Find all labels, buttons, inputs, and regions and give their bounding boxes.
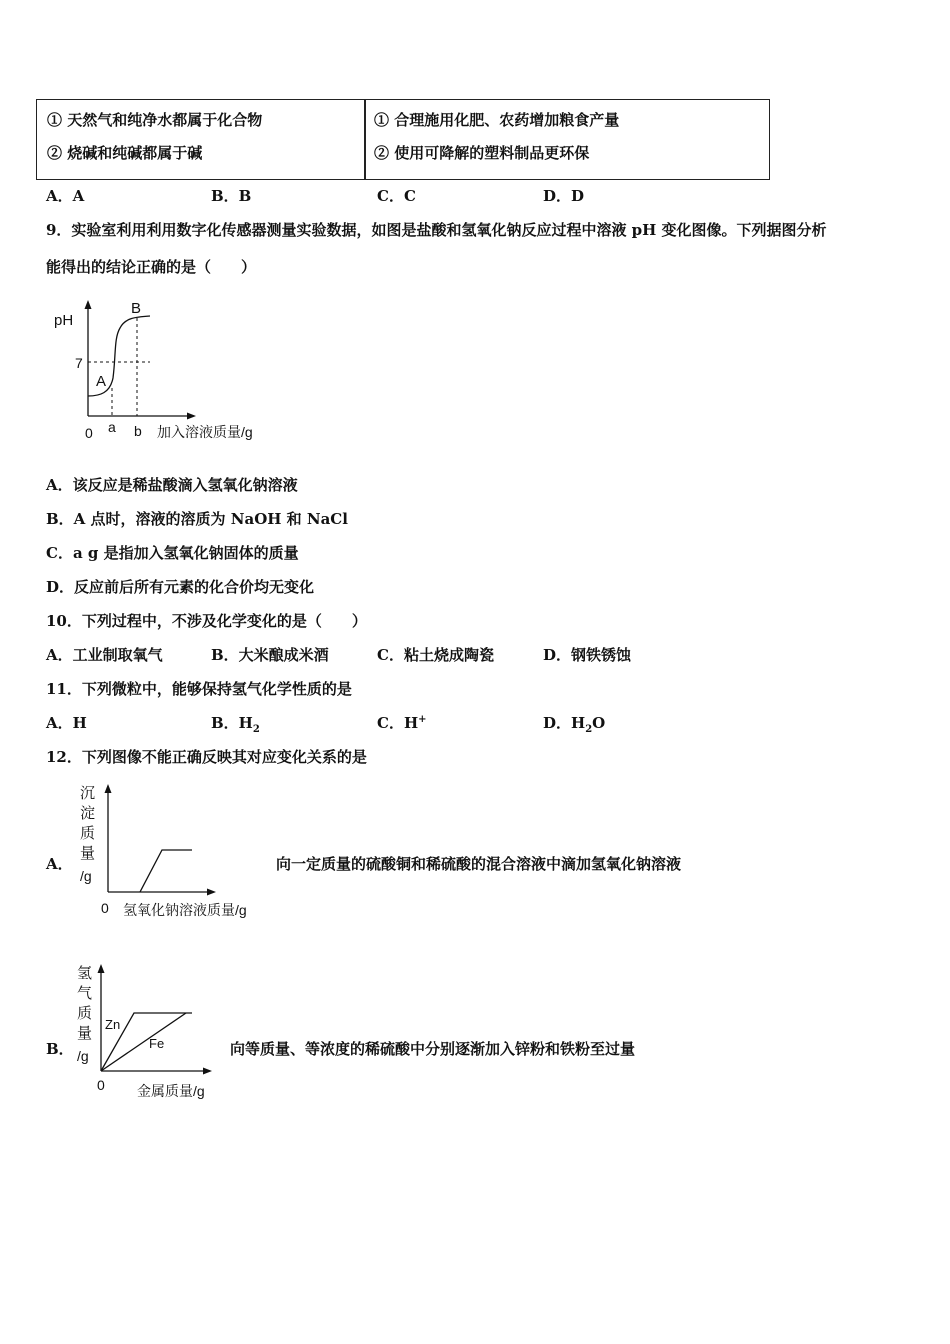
q12b-y-char-4: 量 xyxy=(77,1025,93,1042)
q11-stem: 11．下列微粒中，能够保持氢气化学性质的是 xyxy=(46,680,352,698)
q10-option-d[interactable]: D．钢铁锈蚀 xyxy=(543,646,632,664)
q10-stem: 10．下列过程中，不涉及化学变化的是（ ） xyxy=(46,612,367,630)
q12-stem: 12．下列图像不能正确反映其对应变化关系的是 xyxy=(46,748,367,766)
q12a-y-char-1: 沉 xyxy=(80,785,96,802)
q9-y-label: pH xyxy=(54,312,74,329)
q12a-y-char-3: 质 xyxy=(80,825,96,842)
q9-origin-label: 0 xyxy=(85,425,93,441)
q10-option-b[interactable]: B．大米酿成米酒 xyxy=(211,646,329,664)
q12b-y-unit: /g xyxy=(77,1048,89,1064)
q9-point-b-label: B xyxy=(131,300,142,317)
table-right-line-1: ① 合理施用化肥、农药增加粮食产量 xyxy=(374,111,620,129)
q12-option-a-desc: 向一定质量的硫酸铜和稀硫酸的混合溶液中滴加氢氧化钠溶液 xyxy=(276,855,682,873)
q12a-y-char-2: 淀 xyxy=(80,805,96,822)
q8-option-c[interactable]: C．C xyxy=(377,187,416,205)
q9-option-d[interactable]: D．反应前后所有元素的化合价均无变化 xyxy=(46,578,315,596)
q12b-origin: 0 xyxy=(97,1077,105,1093)
q9-option-c[interactable]: C．a g 是指加入氢氧化钠固体的质量 xyxy=(46,544,299,562)
q12-option-b-desc: 向等质量、等浓度的稀硫酸中分别逐渐加入锌粉和铁粉至过量 xyxy=(230,1040,636,1058)
q9-option-b[interactable]: B．A 点时，溶液的溶质为 NaOH 和 NaCl xyxy=(46,510,348,528)
q9-point-a-label: A xyxy=(96,373,107,390)
q12-option-b-label[interactable]: B． xyxy=(46,1040,74,1058)
q10-option-a[interactable]: A．工业制取氧气 xyxy=(46,646,163,664)
q12b-y-char-1: 氢 xyxy=(77,965,93,982)
q11-option-c-sup: + xyxy=(418,714,427,725)
q12a-x-label: 氢氧化钠溶液质量/g xyxy=(123,902,247,918)
q11-option-a[interactable]: A．H xyxy=(46,714,87,732)
q12b-y-char-3: 质 xyxy=(77,1005,93,1022)
q12b-zn-label: Zn xyxy=(105,1017,121,1032)
q8-option-b[interactable]: B．B xyxy=(211,187,252,205)
q12a-origin: 0 xyxy=(101,900,109,916)
q9-stem-line-2: 能得出的结论正确的是（ ） xyxy=(46,258,257,276)
table-right-line-2: ② 使用可降解的塑料制品更环保 xyxy=(374,144,590,162)
q12b-x-arrow-icon xyxy=(203,1068,212,1075)
q9-stem-line-1: 9．实验室利用利用数字化传感器测量实验数据，如图是盐酸和氢氧化钠反应过程中溶液 pH 变化图像。下列据图分析 xyxy=(46,221,827,239)
table-left-line-2: ② 烧碱和纯碱都属于碱 xyxy=(47,144,203,162)
q12b-x-label: 金属质量/g xyxy=(137,1083,205,1099)
q11-option-b-sub: 2 xyxy=(252,724,260,735)
q10-option-c[interactable]: C．粘土烧成陶瓷 xyxy=(377,646,494,664)
q11-option-b-text: B．H xyxy=(211,714,253,732)
q11-option-d-text: D．H xyxy=(543,714,586,732)
q8-option-a[interactable]: A．A xyxy=(46,187,85,205)
q9-x-label: 加入溶液质量/g xyxy=(157,424,253,440)
q9-tick-a: a xyxy=(108,419,116,435)
q8-option-d[interactable]: D．D xyxy=(543,187,585,205)
q12b-y-arrow-icon xyxy=(98,964,105,973)
q11-option-d-sub: 2 xyxy=(585,724,593,735)
q9-tick-b: b xyxy=(134,423,142,439)
q9-option-a[interactable]: A．该反应是稀盐酸滴入氢氧化钠溶液 xyxy=(46,476,298,494)
q12a-y-char-4: 量 xyxy=(80,845,96,862)
q9-seven-label: 7 xyxy=(75,355,83,371)
q11-option-d-suffix: O xyxy=(592,714,606,732)
q12b-fe-label: Fe xyxy=(149,1036,165,1051)
q11-option-c-text: C．H xyxy=(377,714,419,732)
q12-option-a-label[interactable]: A． xyxy=(46,855,73,873)
q12a-y-unit: /g xyxy=(80,868,92,884)
table-left-line-1: ① 天然气和纯净水都属于化合物 xyxy=(47,111,263,129)
q12b-y-char-2: 气 xyxy=(77,985,93,1002)
